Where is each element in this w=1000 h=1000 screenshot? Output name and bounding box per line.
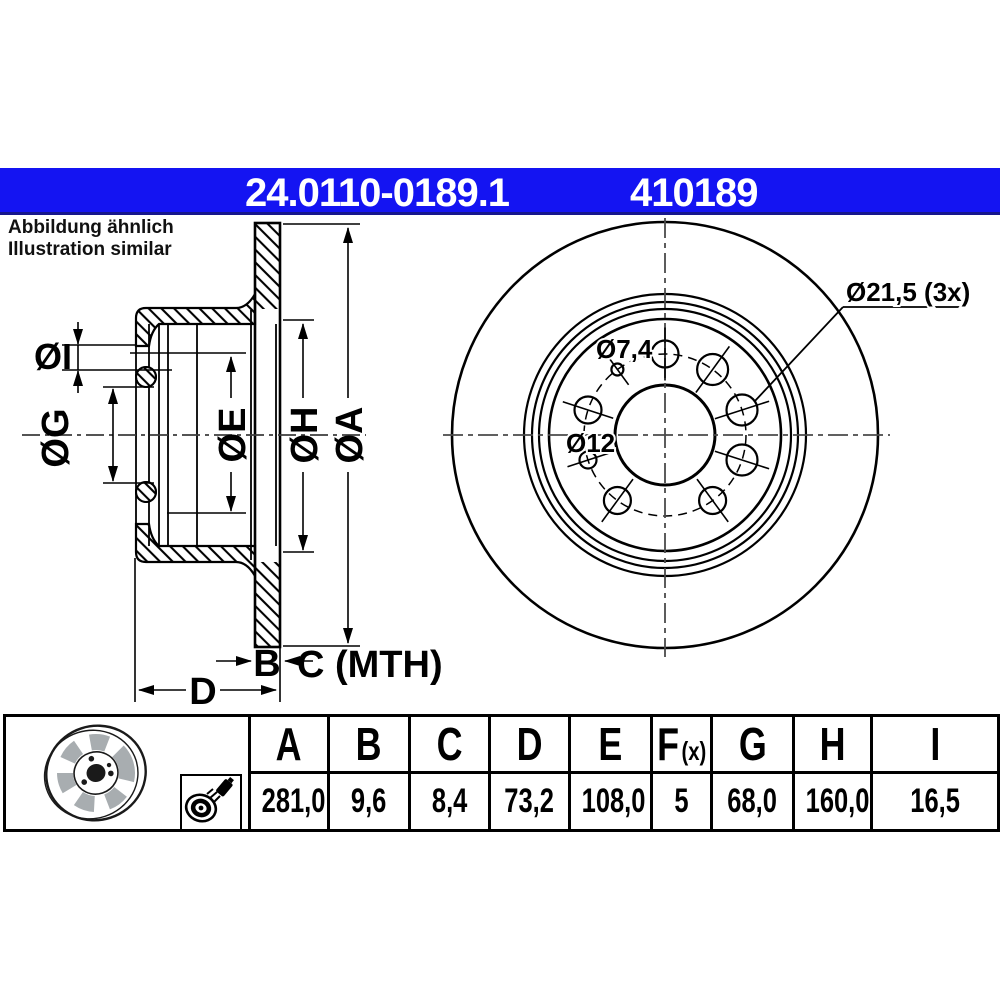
dim-label-c: C (MTH)	[297, 644, 443, 686]
value-a: 281,0	[250, 773, 329, 831]
leader-line	[754, 307, 966, 402]
hat-bottom-flange	[136, 524, 255, 576]
disc-image-cell	[5, 716, 250, 831]
value-h: 160,0	[794, 773, 872, 831]
dim-label-a: ØA	[329, 406, 371, 464]
coating-icon-box	[180, 774, 242, 829]
hat-top-flange	[136, 294, 255, 346]
brake-disc-illustration-icon	[24, 720, 174, 826]
note-line-en: Illustration similar	[8, 239, 172, 260]
dim-label-e: ØE	[212, 407, 254, 463]
col-header-b: B	[329, 716, 410, 773]
value-d: 73,2	[490, 773, 570, 831]
part-number: 24.0110-0189.1	[245, 171, 510, 215]
col-header-a: A	[250, 716, 329, 773]
front-centerlines	[443, 218, 890, 657]
value-f: 5	[652, 773, 712, 831]
dim-label-h: ØH	[284, 406, 326, 464]
value-g: 68,0	[712, 773, 794, 831]
dim-label-d: D	[189, 671, 217, 713]
reference-number: 410189	[630, 171, 758, 215]
col-header-e: E	[570, 716, 652, 773]
col-header-g: G	[712, 716, 794, 773]
col-header-f: F(x)	[652, 716, 712, 773]
label-hole-7-4: Ø7,4	[596, 334, 653, 364]
col-header-h: H	[794, 716, 872, 773]
dim-label-b: B	[253, 643, 281, 685]
value-b: 9,6	[329, 773, 410, 831]
value-i: 16,5	[872, 773, 999, 831]
note-line-de: Abbildung ähnlich	[8, 217, 174, 238]
col-header-d: D	[490, 716, 570, 773]
label-hole-12: Ø12	[566, 428, 616, 458]
dimension-table	[3, 714, 1000, 832]
label-bolt-hole-dia: Ø21,5 (3x)	[846, 277, 971, 307]
dim-label-i: ØI	[34, 336, 73, 377]
value-e: 108,0	[570, 773, 652, 831]
dim-label-g: ØG	[35, 408, 77, 468]
value-c: 8,4	[410, 773, 490, 831]
col-header-i: I	[872, 716, 999, 773]
front-view	[443, 218, 970, 657]
coated-disc-spray-icon	[184, 776, 238, 825]
col-header-c: C	[410, 716, 490, 773]
cross-section-view	[22, 223, 443, 713]
